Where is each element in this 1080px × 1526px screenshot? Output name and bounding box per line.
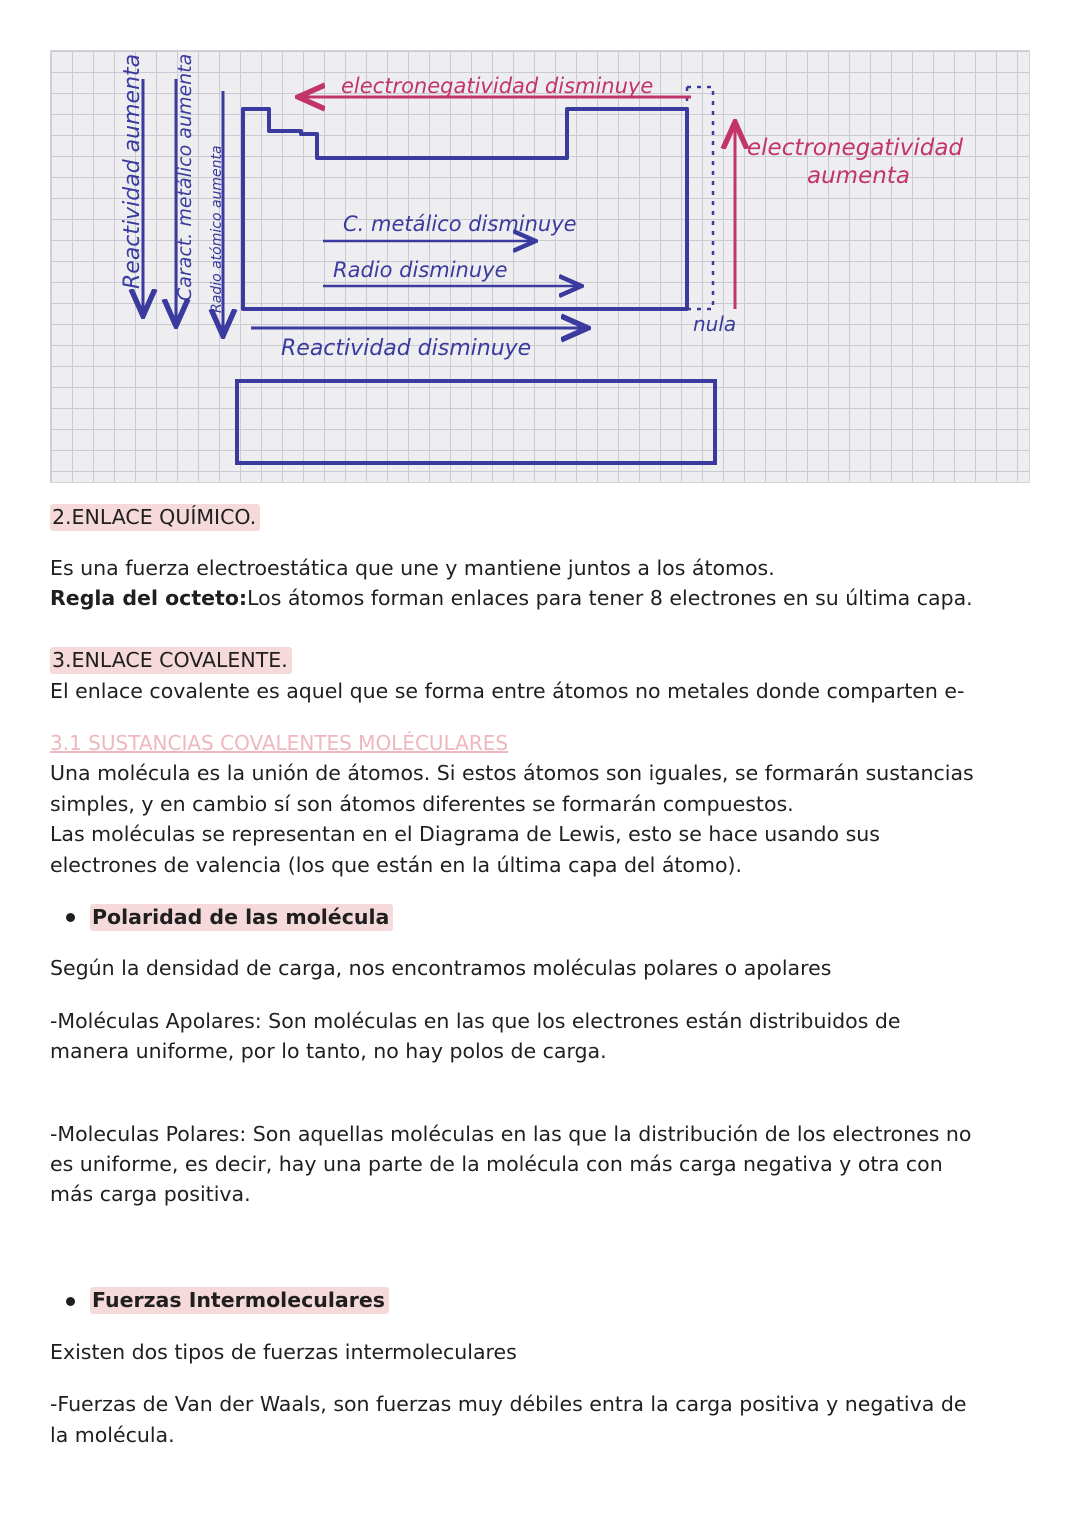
fuerzas-title: Fuerzas Intermoleculares: [90, 1285, 389, 1315]
label-c-metalico-disminuye: C. metálico disminuye: [343, 212, 577, 236]
polares-line-2: es uniforme, es decir, hay una parte de la molécula con más carga negativa y otra con: [50, 1152, 943, 1176]
section-2-title: 2.ENLACE QUÍMICO.: [50, 502, 260, 532]
polares-line-3: más carga positiva.: [50, 1182, 251, 1206]
label-reactividad-aumenta: Reactividad aumenta: [120, 53, 145, 289]
section-3-title: 3.ENLACE COVALENTE.: [50, 645, 292, 675]
label-electroneg-aumenta-2: aumenta: [807, 163, 910, 189]
section-3-1-line-1: Una molécula es la unión de átomos. Si estos átomos son iguales, se formarán sustancias: [50, 761, 974, 785]
section-3-paragraph: El enlace covalente es aquel que se forma entre átomos no metales donde comparten e-: [50, 679, 965, 703]
octet-rule-text: Los átomos forman enlaces para tener 8 electrones en su última capa.: [247, 586, 973, 610]
apolares-line-1: -Moléculas Apolares: Son moléculas en las que los electrones están distribuidos de: [50, 1009, 901, 1033]
periodic-table-trends-diagram: [50, 50, 1030, 483]
label-reactividad-disminuye: Reactividad disminuye: [281, 336, 532, 361]
label-nula: nula: [693, 312, 737, 336]
polaridad-title: Polaridad de las molécula: [90, 902, 393, 932]
label-electroneg-aumenta-1: electronegatividad: [747, 135, 964, 161]
label-caracter-metalico: Caract. metálico aumenta: [174, 53, 196, 301]
label-radio-disminuye: Radio disminuye: [333, 258, 508, 282]
section-3-1-line-2: simples, y en cambio sí son átomos diferentes se formarán compuestos.: [50, 792, 794, 816]
label-radio-atomico: Radio atómico aumenta: [209, 145, 225, 313]
section-2-paragraph: Es una fuerza electroestática que une y mantiene juntos a los átomos.: [50, 556, 775, 580]
apolares-line-2: manera uniforme, por lo tanto, no hay polos de carga.: [50, 1039, 607, 1063]
bullet-icon: [66, 1297, 75, 1306]
van-der-waals-line-2: la molécula.: [50, 1423, 175, 1447]
diagram-drawing: [51, 51, 1031, 484]
octet-rule-label: Regla del octeto:: [50, 586, 248, 610]
f-block-box: [237, 381, 715, 463]
bullet-icon: [66, 913, 75, 922]
section-3-1-title: 3.1 SUSTANCIAS COVALENTES MOLÉCULARES: [50, 731, 509, 755]
polaridad-intro: Según la densidad de carga, nos encontramos moléculas polares o apolares: [50, 956, 832, 980]
label-electroneg-disminuye: electronegatividad disminuye: [341, 74, 654, 98]
van-der-waals-line-1: -Fuerzas de Van der Waals, son fuerzas muy débiles entra la carga positiva y negativa de: [50, 1392, 967, 1416]
section-3-1-line-3: Las moléculas se representan en el Diagrama de Lewis, esto se hace usando sus: [50, 822, 880, 846]
noble-gas-column: [687, 87, 713, 309]
polares-line-1: -Moleculas Polares: Son aquellas moléculas en las que la distribución de los electrones no: [50, 1122, 972, 1146]
octet-rule: [50, 583, 973, 613]
section-3-1-line-4: electrones de valencia (los que están en la última capa del átomo).: [50, 853, 742, 877]
fuerzas-intro: Existen dos tipos de fuerzas intermoleculares: [50, 1340, 517, 1364]
